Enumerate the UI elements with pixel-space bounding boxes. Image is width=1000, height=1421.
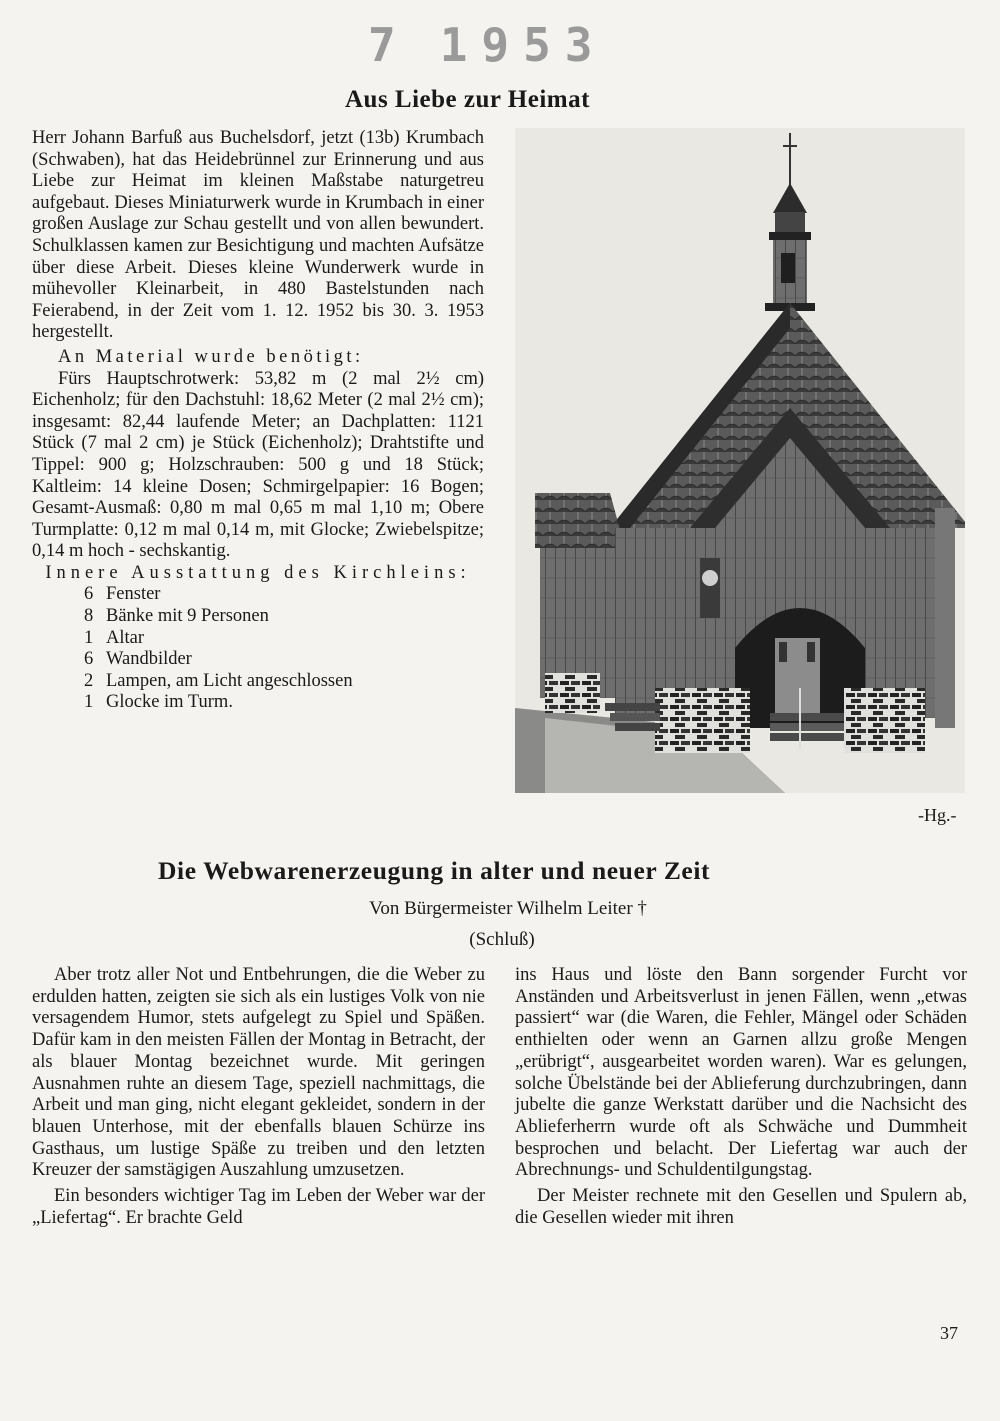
stamp-year: 1953 [439, 18, 607, 72]
article2-paragraph: Der Meister rechnete mit den Gesellen und Spulern ab, die Gesellen wieder mit ihren [515, 1186, 967, 1228]
article2-continuation-note: (Schluß) [469, 929, 535, 950]
inventory-item: 6 Wandbilder [84, 649, 192, 670]
article1-title: Aus Liebe zur Heimat [345, 86, 590, 113]
article2-paragraph: ins Haus und löste den Bann sorgender Furcht vor Anständen und Arbeitsverlust in jenen Fällen, wenn „etwas passiert“ war (die Waren, die Fehler, Mängel oder Schäden enthielten oder wenn an Garnen allzu große Mengen „erübrigt“, ausgearbeitet worden waren). War es gelungen, solche Übelstände bei der Ablieferung durchzubringen, dann jubelte die ganze Werkstatt darüber und die Nachsicht des Ablieferherrn wurde oft als Schwäche und Dummheit besprochen und belacht. Der Liefertag war auch der Abrechnungs- und Schuldentilgungstag. [515, 965, 967, 1181]
article2-paragraph: Ein besonders wichtiger Tag im Leben der Weber war der „Liefertag“. Er brachte Geld [32, 1186, 485, 1228]
page-number: 37 [940, 1323, 958, 1343]
inventory-item: 1 Altar [84, 627, 145, 648]
photo-credit: -Hg.- [918, 805, 957, 825]
inventory-item: 8 Bänke mit 9 Personen [84, 606, 269, 627]
inventory-item: 6 Fenster [84, 584, 161, 605]
inventory-item: 1 Glocke im Turm. [84, 692, 233, 713]
article1-intro: Herr Johann Barfuß aus Buchelsdorf, jetzt (13b) Krumbach (Schwaben), hat das Heidebrünnel zur Erinnerung und aus Liebe zur Heimat im kleinen Maßstabe naturgetreu aufgebaut. Dieses Miniaturwerk wurde in Krumbach in einer großen Auslage zur Schau gestellt und von allen bewundert. Schulklassen kamen zur Besichtigung und machten Aufsätze über diese Arbeit. Dieses kleine Wunderwerk wurde in mühevoller Kleinarbeit, in 480 Bastelstunden nach Feierabend, in der Zeit vom 1. 12. 1952 bis 30. 3. 1953 hergestellt. [32, 128, 484, 343]
article2-right-column [515, 965, 967, 1229]
article2-paragraph: Aber trotz aller Not und Entbehrungen, die die Weber zu erdulden hatten, zeigten sie sich als ein lustiges Volk von nie versagendem Humor, stets aufgelegt zu Spiel und Späßen. Dafür kam in den meisten Fällen der Montag in Betracht, der als blauer Montag bezeichnet wurde. Mit geringen Ausnahmen ruhte an diesem Tage, speziell nachmittags, die Arbeit und man ging, nicht elegant gekleidet, sondern in der blauen Unterhose, mit der ebenfalls blauen Schürze ins Gasthaus, um lustige Späße zu treiben und den letzten Kreuzer der samstägigen Auszahlung umzusetzen. [32, 965, 485, 1181]
article2-byline: Von Bürgermeister Wilhelm Leiter † [369, 898, 647, 919]
inventory-item: 2 Lampen, am Licht angeschlossen [84, 670, 353, 691]
archive-stamp [368, 18, 606, 72]
article1-column [32, 128, 484, 714]
material-text: Fürs Hauptschrotwerk: 53,82 m (2 mal 2½ cm) Eichenholz; für den Dachstuhl: 18,62 Meter (2 mal 2½ cm); insgesamt: 82,44 laufende Meter; an Dachplatten: 1121 Stück (7 mal 2 cm) je Stück (Eichenholz); Drahtstifte und Tippel: 900 g; Holzschrauben: 500 g und 18 Stück; Kaltleim: 14 kleine Dosen; Schmirgelpapier: 16 Bogen; Gesamt-Ausmaß: 0,80 m mal 0,65 m mal 1,10 m; Obere Turmplatte: 0,12 m mal 0,14 m, mit Glocke; Zwiebelspitze; 0,14 m hoch - sechskantig. [32, 368, 484, 562]
inventory-heading: Innere Ausstattung des Kirchleins: [45, 562, 471, 583]
chapel-model-photo [515, 128, 965, 793]
inventory-list [32, 584, 484, 714]
article2-title: Die Webwarenerzeugung in alter und neuer Zeit [158, 856, 711, 885]
article2-left-column [32, 965, 485, 1229]
stamp-number: 7 [368, 18, 410, 72]
material-heading: An Material wurde benötigt: [58, 346, 364, 367]
